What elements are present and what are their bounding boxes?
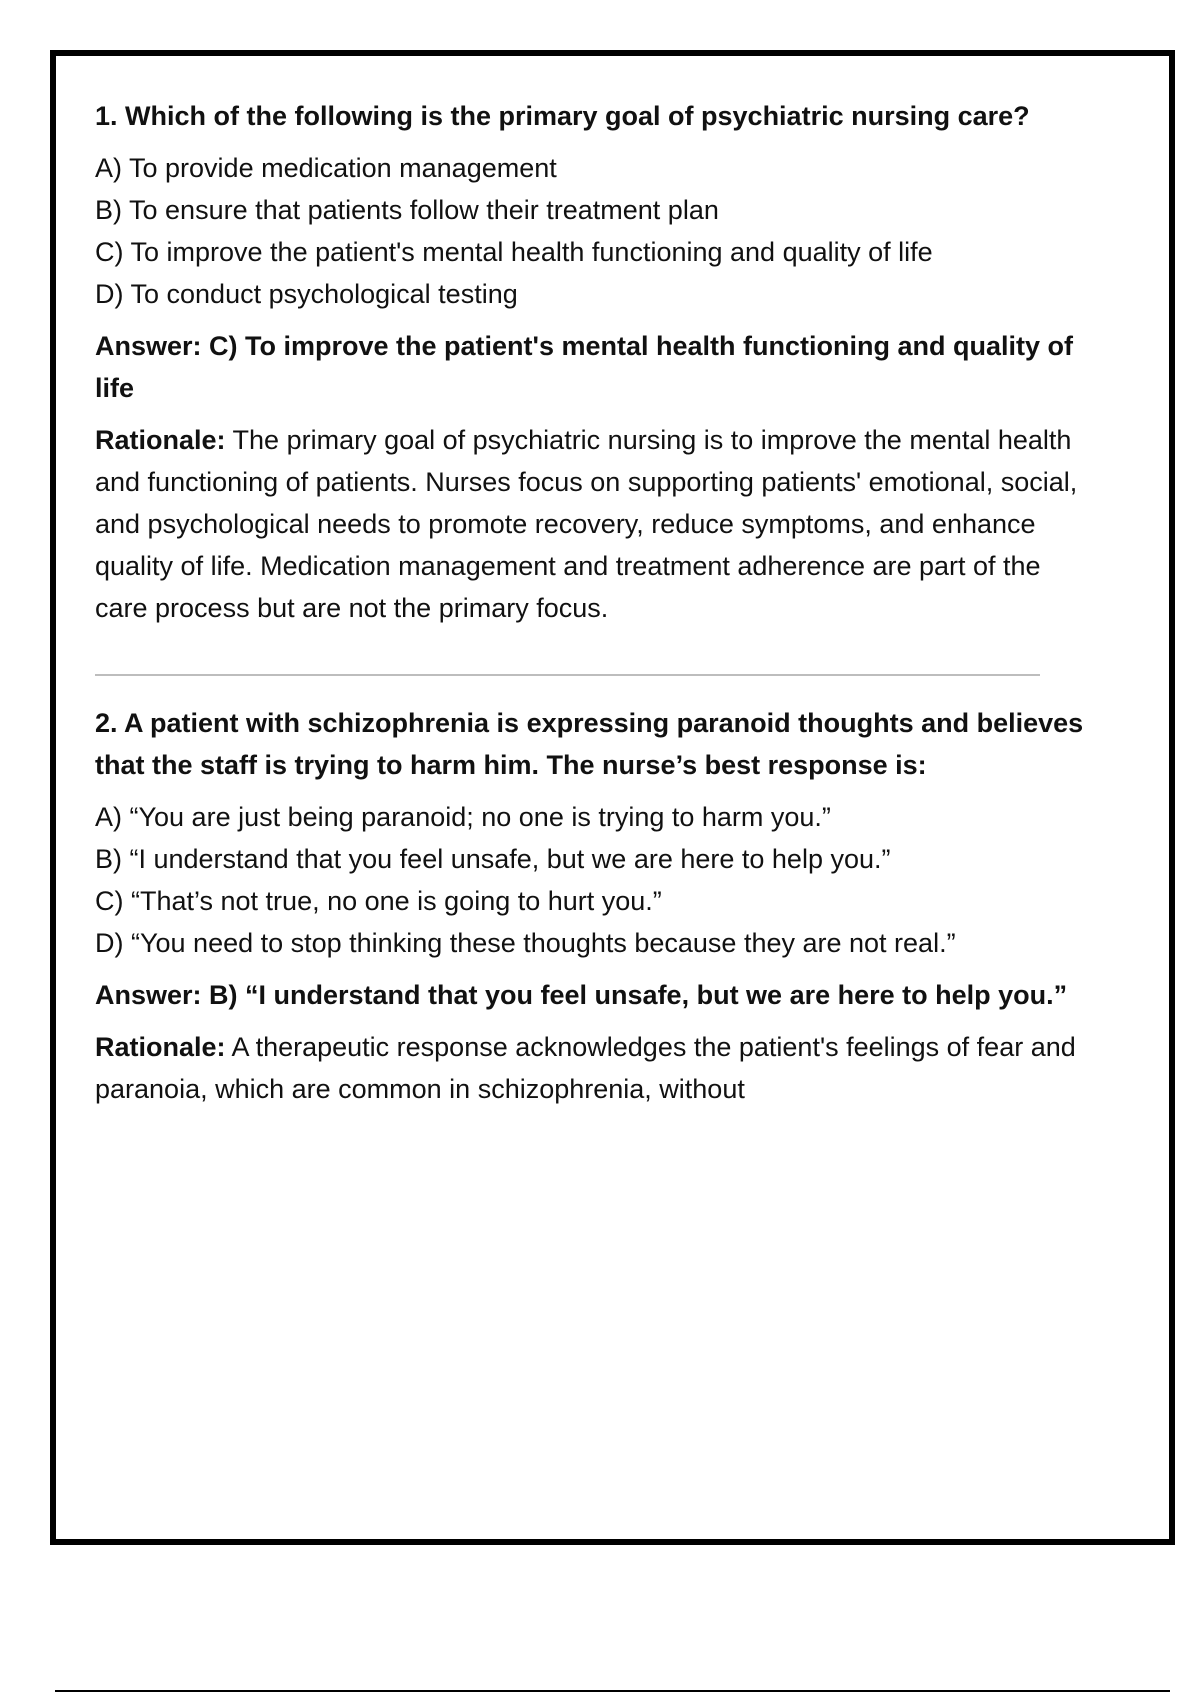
answer-options <box>95 796 1085 964</box>
option-c: C) To improve the patient's mental health functioning and quality of life <box>95 237 933 267</box>
footer-rule <box>55 1690 1170 1692</box>
question-title: 2. A patient with schizophrenia is expressing paranoid thoughts and believes that the staff is trying to harm him. The nurse’s best response is: <box>95 708 1084 780</box>
rationale <box>95 419 1085 629</box>
question-2 <box>95 702 1085 1110</box>
section-divider <box>95 674 1040 676</box>
rationale-label: Rationale: <box>95 425 226 455</box>
answer-text: Answer: C) To improve the patient's mental health functioning and quality of life <box>95 331 1073 403</box>
option-b: B) “I understand that you feel unsafe, but we are here to help you.” <box>95 844 891 874</box>
option-d: D) “You need to stop thinking these thoughts because they are not real.” <box>95 928 956 958</box>
rationale-label: Rationale: <box>95 1032 226 1062</box>
option-b: B) To ensure that patients follow their treatment plan <box>95 195 719 225</box>
document-content <box>95 95 1085 1110</box>
rationale <box>95 1026 1085 1110</box>
answer-options <box>95 147 1085 315</box>
option-d: D) To conduct psychological testing <box>95 279 518 309</box>
answer-text: Answer: B) “I understand that you feel unsafe, but we are here to help you.” <box>95 980 1068 1010</box>
question-1 <box>95 95 1085 629</box>
option-a: A) “You are just being paranoid; no one is trying to harm you.” <box>95 802 831 832</box>
question-title: 1. Which of the following is the primary goal of psychiatric nursing care? <box>95 101 1030 131</box>
rationale-text: The primary goal of psychiatric nursing is to improve the mental health and functioning of patients. Nurses focus on supporting patients' emotional, social, and psychological needs to promote recovery, reduce symptoms, and enhance quality of life. Medication management and treatment adherence are part of the care process but are not the primary focus. <box>95 425 1078 623</box>
option-a: A) To provide medication management <box>95 153 557 183</box>
option-c: C) “That’s not true, no one is going to hurt you.” <box>95 886 662 916</box>
rationale-text: A therapeutic response acknowledges the patient's feelings of fear and paranoia, which are common in schizophrenia, without <box>95 1032 1076 1104</box>
